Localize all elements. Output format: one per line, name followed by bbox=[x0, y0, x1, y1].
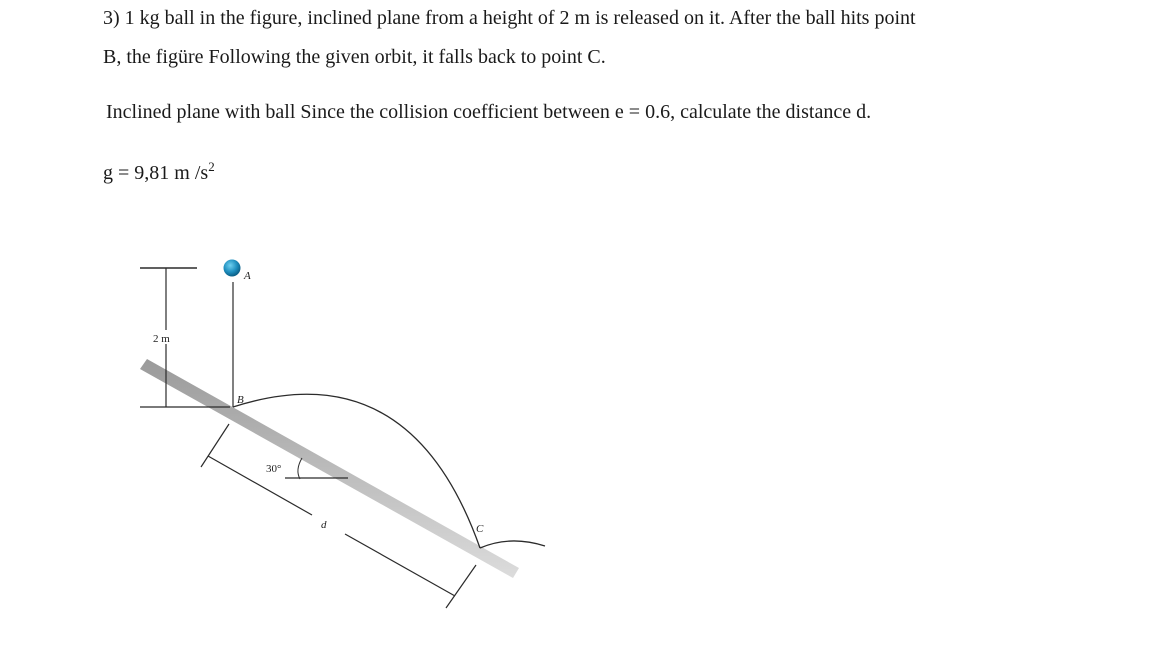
ball-icon bbox=[224, 260, 241, 277]
inclined-plane bbox=[140, 359, 519, 578]
angle-label: 30° bbox=[266, 463, 282, 475]
d-dimension-line-lower bbox=[345, 534, 455, 596]
d-dimension-end-tick bbox=[446, 565, 476, 608]
distance-d-label: d bbox=[321, 519, 327, 531]
gravity-text: g = 9,81 m /s bbox=[103, 162, 209, 184]
point-a-label: A bbox=[244, 270, 251, 282]
gravity-exponent: 2 bbox=[208, 159, 215, 174]
d-dimension-line-upper bbox=[208, 456, 312, 515]
problem-line-1: 3) 1 kg ball in the figure, inclined plane from a height of 2 m is released on it. After the ball hits point bbox=[103, 7, 916, 29]
point-b-label: B bbox=[237, 394, 244, 406]
problem-line-2: B, the figüre Following the given orbit, it falls back to point C. bbox=[103, 46, 606, 68]
point-c-label: C bbox=[476, 523, 484, 535]
problem-line-3: Inclined plane with ball Since the collision coefficient between e = 0.6, calculate the distance d. bbox=[106, 101, 872, 123]
continuing-trajectory bbox=[480, 541, 545, 548]
height-label: 2 m bbox=[153, 333, 170, 345]
angle-arc bbox=[298, 458, 302, 479]
